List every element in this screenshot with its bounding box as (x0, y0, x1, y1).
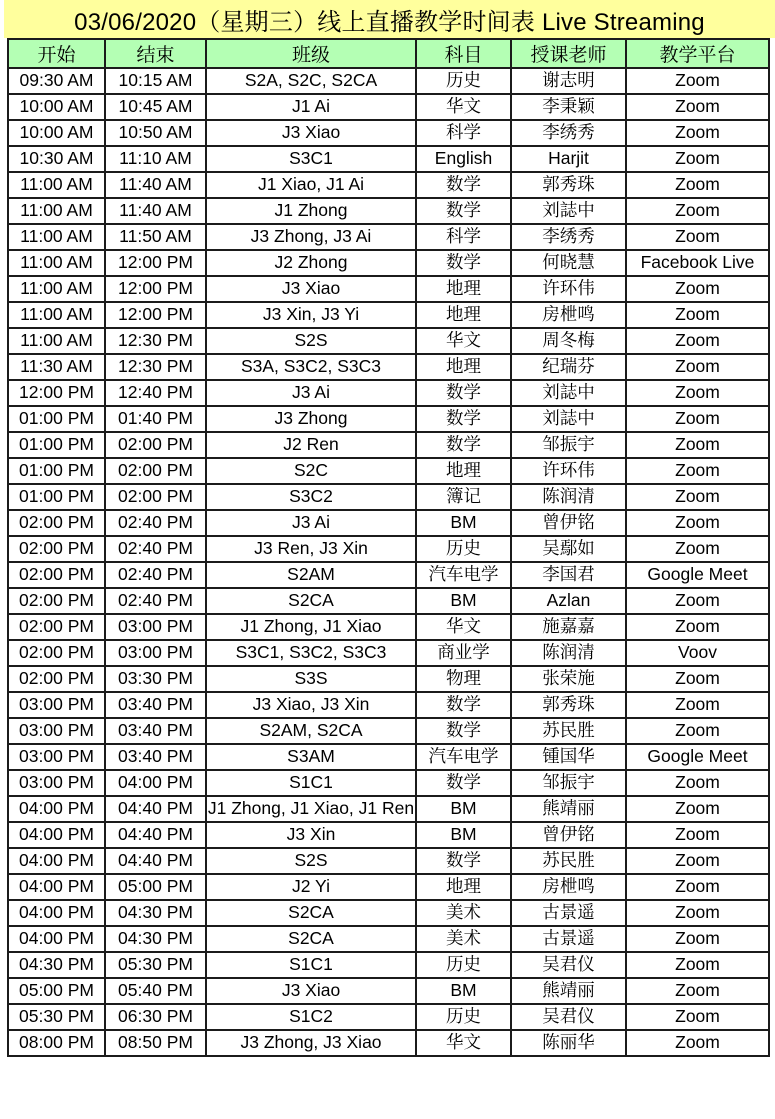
table-row (8, 692, 769, 718)
cell-class: J1 Xiao, J1 Ai (206, 172, 416, 198)
cell-start: 03:00 PM (8, 744, 105, 770)
cell-subject: 地理 (416, 458, 511, 484)
cell-platform: Zoom (626, 172, 769, 198)
table-row (8, 744, 769, 770)
cell-class: J2 Yi (206, 874, 416, 900)
cell-end: 04:40 PM (105, 822, 206, 848)
cell-platform: Zoom (626, 146, 769, 172)
cell-teacher: 熊靖丽 (511, 978, 626, 1004)
cell-teacher: 周冬梅 (511, 328, 626, 354)
cell-platform: Zoom (626, 406, 769, 432)
cell-teacher: 张荣施 (511, 666, 626, 692)
cell-end: 05:40 PM (105, 978, 206, 1004)
cell-end: 12:00 PM (105, 302, 206, 328)
cell-class: J3 Ai (206, 380, 416, 406)
cell-start: 11:00 AM (8, 198, 105, 224)
cell-class: S2S (206, 848, 416, 874)
cell-class: S3S (206, 666, 416, 692)
cell-class: S2A, S2C, S2CA (206, 68, 416, 94)
cell-start: 02:00 PM (8, 536, 105, 562)
cell-class: J3 Zhong, J3 Xiao (206, 1030, 416, 1056)
cell-teacher: 苏民胜 (511, 848, 626, 874)
cell-teacher: 纪瑞芬 (511, 354, 626, 380)
cell-class: S3A, S3C2, S3C3 (206, 354, 416, 380)
cell-class: J1 Zhong, J1 Xiao (206, 614, 416, 640)
cell-subject: 数学 (416, 432, 511, 458)
table-row (8, 510, 769, 536)
cell-start: 11:00 AM (8, 250, 105, 276)
cell-class: S3C2 (206, 484, 416, 510)
table-row (8, 146, 769, 172)
cell-teacher: 刘誌中 (511, 198, 626, 224)
cell-start: 02:00 PM (8, 640, 105, 666)
cell-platform: Zoom (626, 926, 769, 952)
cell-end: 06:30 PM (105, 1004, 206, 1030)
cell-subject: 汽车电学 (416, 744, 511, 770)
cell-teacher: 李绣秀 (511, 224, 626, 250)
cell-platform: Google Meet (626, 562, 769, 588)
cell-subject: 地理 (416, 354, 511, 380)
cell-class: S2CA (206, 926, 416, 952)
cell-class: S1C2 (206, 1004, 416, 1030)
cell-platform: Zoom (626, 692, 769, 718)
table-row (8, 94, 769, 120)
cell-platform: Zoom (626, 614, 769, 640)
cell-end: 11:40 AM (105, 198, 206, 224)
cell-start: 04:00 PM (8, 874, 105, 900)
cell-start: 04:00 PM (8, 926, 105, 952)
cell-teacher: 房枻鸣 (511, 302, 626, 328)
table-row (8, 120, 769, 146)
cell-end: 05:30 PM (105, 952, 206, 978)
cell-platform: Zoom (626, 302, 769, 328)
cell-start: 08:00 PM (8, 1030, 105, 1056)
cell-start: 10:00 AM (8, 94, 105, 120)
cell-start: 11:00 AM (8, 172, 105, 198)
cell-class: J3 Zhong (206, 406, 416, 432)
cell-end: 10:50 AM (105, 120, 206, 146)
cell-start: 01:00 PM (8, 432, 105, 458)
cell-subject: 数学 (416, 250, 511, 276)
cell-class: J2 Zhong (206, 250, 416, 276)
table-header-row (8, 39, 769, 68)
cell-start: 02:00 PM (8, 588, 105, 614)
cell-end: 04:40 PM (105, 848, 206, 874)
cell-start: 11:30 AM (8, 354, 105, 380)
cell-platform: Zoom (626, 770, 769, 796)
cell-class: S3AM (206, 744, 416, 770)
cell-subject: 科学 (416, 120, 511, 146)
cell-subject: BM (416, 822, 511, 848)
cell-end: 11:40 AM (105, 172, 206, 198)
table-row (8, 380, 769, 406)
cell-subject: 历史 (416, 1004, 511, 1030)
cell-subject: 地理 (416, 874, 511, 900)
cell-platform: Zoom (626, 510, 769, 536)
table-row (8, 224, 769, 250)
cell-teacher: 李秉颖 (511, 94, 626, 120)
cell-end: 03:00 PM (105, 640, 206, 666)
cell-end: 01:40 PM (105, 406, 206, 432)
table-row (8, 562, 769, 588)
cell-end: 12:40 PM (105, 380, 206, 406)
cell-subject: 数学 (416, 380, 511, 406)
cell-platform: Zoom (626, 380, 769, 406)
cell-class: S1C1 (206, 770, 416, 796)
cell-teacher: 房枻鸣 (511, 874, 626, 900)
cell-start: 11:00 AM (8, 276, 105, 302)
cell-platform: Zoom (626, 484, 769, 510)
cell-end: 04:30 PM (105, 926, 206, 952)
cell-end: 12:30 PM (105, 328, 206, 354)
cell-platform: Zoom (626, 120, 769, 146)
cell-class: S2S (206, 328, 416, 354)
cell-class: J3 Xiao, J3 Xin (206, 692, 416, 718)
cell-start: 01:00 PM (8, 458, 105, 484)
table-row (8, 172, 769, 198)
cell-end: 03:40 PM (105, 744, 206, 770)
cell-start: 10:30 AM (8, 146, 105, 172)
cell-start: 09:30 AM (8, 68, 105, 94)
table-row (8, 926, 769, 952)
cell-teacher: 刘誌中 (511, 406, 626, 432)
cell-subject: 数学 (416, 718, 511, 744)
cell-platform: Google Meet (626, 744, 769, 770)
cell-end: 02:00 PM (105, 484, 206, 510)
table-row (8, 848, 769, 874)
cell-start: 02:00 PM (8, 666, 105, 692)
cell-teacher: 陈润清 (511, 484, 626, 510)
cell-end: 08:50 PM (105, 1030, 206, 1056)
cell-end: 04:40 PM (105, 796, 206, 822)
table-row (8, 276, 769, 302)
cell-subject: 美术 (416, 900, 511, 926)
cell-teacher: 古景遥 (511, 926, 626, 952)
cell-platform: Zoom (626, 952, 769, 978)
cell-end: 10:15 AM (105, 68, 206, 94)
cell-platform: Zoom (626, 198, 769, 224)
cell-start: 05:30 PM (8, 1004, 105, 1030)
cell-end: 02:00 PM (105, 458, 206, 484)
cell-subject: 商业学 (416, 640, 511, 666)
table-row (8, 952, 769, 978)
header-cell-end: 结束 (105, 39, 206, 68)
cell-end: 12:30 PM (105, 354, 206, 380)
table-row (8, 536, 769, 562)
cell-teacher: Azlan (511, 588, 626, 614)
cell-teacher: 刘誌中 (511, 380, 626, 406)
cell-class: J1 Zhong, J1 Xiao, J1 Ren (206, 796, 416, 822)
table-row (8, 68, 769, 94)
cell-subject: 数学 (416, 172, 511, 198)
cell-end: 04:00 PM (105, 770, 206, 796)
cell-start: 03:00 PM (8, 770, 105, 796)
cell-start: 10:00 AM (8, 120, 105, 146)
cell-subject: 历史 (416, 68, 511, 94)
cell-class: S2C (206, 458, 416, 484)
cell-teacher: Harjit (511, 146, 626, 172)
cell-start: 02:00 PM (8, 510, 105, 536)
table-row (8, 432, 769, 458)
cell-subject: 华文 (416, 614, 511, 640)
cell-start: 01:00 PM (8, 484, 105, 510)
table-row (8, 822, 769, 848)
cell-start: 03:00 PM (8, 692, 105, 718)
cell-teacher: 邹振宇 (511, 770, 626, 796)
cell-teacher: 郭秀珠 (511, 692, 626, 718)
cell-platform: Zoom (626, 1004, 769, 1030)
cell-teacher: 吴鄢如 (511, 536, 626, 562)
cell-platform: Zoom (626, 68, 769, 94)
table-row (8, 198, 769, 224)
table-row (8, 406, 769, 432)
cell-subject: 数学 (416, 406, 511, 432)
cell-class: J3 Xiao (206, 120, 416, 146)
cell-teacher: 何晓慧 (511, 250, 626, 276)
cell-platform: Zoom (626, 276, 769, 302)
cell-end: 02:40 PM (105, 588, 206, 614)
cell-class: S2AM, S2CA (206, 718, 416, 744)
cell-class: S2CA (206, 588, 416, 614)
cell-subject: BM (416, 978, 511, 1004)
header-cell-platform: 教学平台 (626, 39, 769, 68)
cell-class: J3 Xin, J3 Yi (206, 302, 416, 328)
cell-class: S2AM (206, 562, 416, 588)
table-row (8, 1004, 769, 1030)
cell-teacher: 吴君仪 (511, 1004, 626, 1030)
cell-end: 03:40 PM (105, 692, 206, 718)
cell-end: 05:00 PM (105, 874, 206, 900)
header-cell-class: 班级 (206, 39, 416, 68)
cell-platform: Zoom (626, 796, 769, 822)
table-row (8, 614, 769, 640)
cell-platform: Zoom (626, 666, 769, 692)
cell-teacher: 锺国华 (511, 744, 626, 770)
cell-class: J2 Ren (206, 432, 416, 458)
cell-platform: Zoom (626, 536, 769, 562)
cell-class: S3C1, S3C2, S3C3 (206, 640, 416, 666)
cell-start: 04:30 PM (8, 952, 105, 978)
cell-subject: 地理 (416, 302, 511, 328)
table-row (8, 640, 769, 666)
cell-platform: Zoom (626, 328, 769, 354)
cell-teacher: 施嘉嘉 (511, 614, 626, 640)
cell-platform: Voov (626, 640, 769, 666)
cell-end: 02:40 PM (105, 510, 206, 536)
cell-start: 11:00 AM (8, 302, 105, 328)
cell-end: 02:40 PM (105, 562, 206, 588)
table-row (8, 666, 769, 692)
cell-start: 12:00 PM (8, 380, 105, 406)
cell-start: 01:00 PM (8, 406, 105, 432)
cell-start: 02:00 PM (8, 614, 105, 640)
cell-subject: 科学 (416, 224, 511, 250)
cell-subject: 华文 (416, 94, 511, 120)
table-row (8, 796, 769, 822)
cell-subject: 华文 (416, 1030, 511, 1056)
cell-teacher: 邹振宇 (511, 432, 626, 458)
cell-teacher: 许环伟 (511, 458, 626, 484)
cell-end: 03:00 PM (105, 614, 206, 640)
cell-end: 11:50 AM (105, 224, 206, 250)
cell-class: J3 Ai (206, 510, 416, 536)
table-row (8, 770, 769, 796)
cell-start: 11:00 AM (8, 328, 105, 354)
table-row (8, 484, 769, 510)
cell-class: S3C1 (206, 146, 416, 172)
schedule-table (7, 38, 770, 1057)
cell-start: 04:00 PM (8, 900, 105, 926)
table-row (8, 1030, 769, 1056)
cell-class: J3 Zhong, J3 Ai (206, 224, 416, 250)
cell-class: J3 Xin (206, 822, 416, 848)
cell-teacher: 苏民胜 (511, 718, 626, 744)
cell-teacher: 古景遥 (511, 900, 626, 926)
cell-subject: 历史 (416, 536, 511, 562)
cell-start: 04:00 PM (8, 822, 105, 848)
cell-subject: 数学 (416, 770, 511, 796)
page-title: 03/06/2020（星期三）线上直播教学时间表 Live Streaming (4, 0, 775, 38)
cell-start: 04:00 PM (8, 796, 105, 822)
cell-class: J3 Xiao (206, 276, 416, 302)
cell-end: 10:45 AM (105, 94, 206, 120)
cell-platform: Zoom (626, 848, 769, 874)
cell-platform: Zoom (626, 224, 769, 250)
cell-subject: 数学 (416, 198, 511, 224)
cell-subject: BM (416, 588, 511, 614)
cell-class: S2CA (206, 900, 416, 926)
cell-subject: English (416, 146, 511, 172)
cell-platform: Zoom (626, 874, 769, 900)
cell-subject: 数学 (416, 692, 511, 718)
table-row (8, 354, 769, 380)
cell-start: 03:00 PM (8, 718, 105, 744)
table-row (8, 588, 769, 614)
cell-subject: 华文 (416, 328, 511, 354)
cell-end: 11:10 AM (105, 146, 206, 172)
table-row (8, 250, 769, 276)
cell-start: 05:00 PM (8, 978, 105, 1004)
table-row (8, 900, 769, 926)
cell-end: 02:40 PM (105, 536, 206, 562)
cell-subject: 数学 (416, 848, 511, 874)
cell-teacher: 李绣秀 (511, 120, 626, 146)
table-row (8, 458, 769, 484)
cell-class: S1C1 (206, 952, 416, 978)
cell-teacher: 陈润清 (511, 640, 626, 666)
cell-platform: Zoom (626, 718, 769, 744)
table-row (8, 718, 769, 744)
cell-platform: Zoom (626, 458, 769, 484)
cell-teacher: 郭秀珠 (511, 172, 626, 198)
cell-teacher: 曾伊铭 (511, 822, 626, 848)
cell-start: 04:00 PM (8, 848, 105, 874)
cell-subject: 汽车电学 (416, 562, 511, 588)
cell-end: 12:00 PM (105, 250, 206, 276)
cell-class: J1 Zhong (206, 198, 416, 224)
cell-class: J3 Xiao (206, 978, 416, 1004)
cell-subject: 地理 (416, 276, 511, 302)
cell-teacher: 许环伟 (511, 276, 626, 302)
cell-teacher: 谢志明 (511, 68, 626, 94)
cell-subject: 物理 (416, 666, 511, 692)
cell-end: 04:30 PM (105, 900, 206, 926)
cell-class: J3 Ren, J3 Xin (206, 536, 416, 562)
cell-platform: Zoom (626, 978, 769, 1004)
cell-platform: Facebook Live (626, 250, 769, 276)
cell-platform: Zoom (626, 822, 769, 848)
cell-class: J1 Ai (206, 94, 416, 120)
header-cell-subject: 科目 (416, 39, 511, 68)
table-row (8, 302, 769, 328)
cell-subject: 历史 (416, 952, 511, 978)
table-row (8, 328, 769, 354)
cell-end: 03:30 PM (105, 666, 206, 692)
cell-start: 11:00 AM (8, 224, 105, 250)
cell-platform: Zoom (626, 432, 769, 458)
cell-teacher: 吴君仪 (511, 952, 626, 978)
cell-subject: 簿记 (416, 484, 511, 510)
cell-start: 02:00 PM (8, 562, 105, 588)
cell-subject: BM (416, 796, 511, 822)
cell-teacher: 熊靖丽 (511, 796, 626, 822)
cell-teacher: 曾伊铭 (511, 510, 626, 536)
cell-platform: Zoom (626, 1030, 769, 1056)
cell-teacher: 陈丽华 (511, 1030, 626, 1056)
cell-subject: BM (416, 510, 511, 536)
table-row (8, 978, 769, 1004)
cell-subject: 美术 (416, 926, 511, 952)
cell-teacher: 李国君 (511, 562, 626, 588)
table-row (8, 874, 769, 900)
cell-end: 03:40 PM (105, 718, 206, 744)
cell-end: 12:00 PM (105, 276, 206, 302)
header-cell-teacher: 授课老师 (511, 39, 626, 68)
header-cell-start: 开始 (8, 39, 105, 68)
cell-platform: Zoom (626, 900, 769, 926)
cell-platform: Zoom (626, 354, 769, 380)
cell-end: 02:00 PM (105, 432, 206, 458)
cell-platform: Zoom (626, 588, 769, 614)
cell-platform: Zoom (626, 94, 769, 120)
